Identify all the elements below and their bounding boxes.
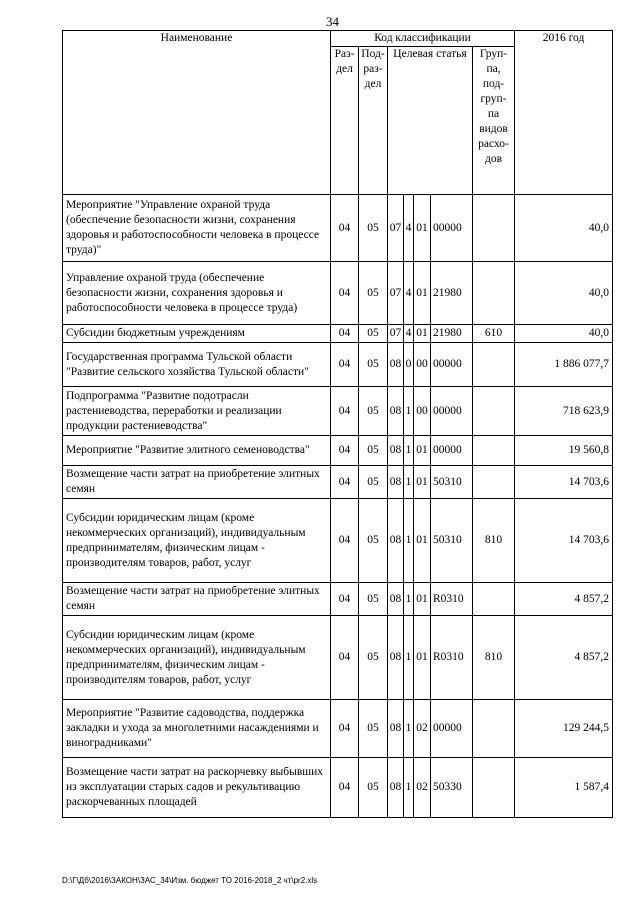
row-target-subprogram: 1 <box>404 700 414 758</box>
row-razdel: 04 <box>331 195 359 262</box>
row-target-direction: 00000 <box>431 436 473 466</box>
row-target-direction: 50310 <box>431 499 473 583</box>
row-amount: 1 587,4 <box>515 758 613 818</box>
row-target-program: 08 <box>388 583 404 616</box>
row-target-event: 01 <box>414 466 431 499</box>
row-target-direction: 00000 <box>431 387 473 436</box>
row-target-event: 01 <box>414 616 431 700</box>
table-row <box>63 195 613 262</box>
table-row <box>63 387 613 436</box>
row-razdel: 04 <box>331 700 359 758</box>
row-target-program: 07 <box>388 325 404 343</box>
row-amount: 129 244,5 <box>515 700 613 758</box>
row-podrazdel: 05 <box>359 195 388 262</box>
table-row <box>63 343 613 387</box>
table-row <box>63 436 613 466</box>
row-podrazdel: 05 <box>359 700 388 758</box>
row-name: Мероприятие "Развитие садоводства, поддержка закладки и ухода за многолетними насаждениями и виноградниками" <box>63 700 331 758</box>
row-podrazdel: 05 <box>359 387 388 436</box>
row-expense-type <box>473 343 515 387</box>
row-target-event: 02 <box>414 758 431 818</box>
row-podrazdel: 05 <box>359 262 388 325</box>
row-name: Мероприятие "Управление охраной труда (обеспечение безопасности жизни, сохранения здоровья и работоспособности человека в процессе труда)" <box>63 195 331 262</box>
header-target: Целевая статья <box>388 47 473 195</box>
row-target-direction: 00000 <box>431 195 473 262</box>
row-target-direction: 00000 <box>431 700 473 758</box>
row-name: Управление охраной труда (обеспечение безопасности жизни, сохранения здоровья и работоспособности человека в процессе труда) <box>63 262 331 325</box>
table-row <box>63 262 613 325</box>
row-expense-type: 810 <box>473 616 515 700</box>
header-razdel: Раз-дел <box>331 47 359 195</box>
row-amount: 14 703,6 <box>515 499 613 583</box>
header-name: Наименование <box>63 31 331 195</box>
row-amount: 718 623,9 <box>515 387 613 436</box>
table-row <box>63 325 613 343</box>
row-expense-type <box>473 466 515 499</box>
row-razdel: 04 <box>331 436 359 466</box>
row-target-direction: 50310 <box>431 466 473 499</box>
row-podrazdel: 05 <box>359 325 388 343</box>
row-podrazdel: 05 <box>359 436 388 466</box>
row-expense-type: 610 <box>473 325 515 343</box>
row-razdel: 04 <box>331 466 359 499</box>
header-podrazdel: Под-раз-дел <box>359 47 388 195</box>
row-razdel: 04 <box>331 387 359 436</box>
row-target-direction: 50330 <box>431 758 473 818</box>
row-name: Возмещение части затрат на приобретение элитных семян <box>63 466 331 499</box>
row-name: Субсидии юридическим лицам (кроме некоммерческих организаций), индивидуальным предпринимателям, физическим лицам - производителям товаров, работ, услуг <box>63 499 331 583</box>
row-name: Субсидии юридическим лицам (кроме некоммерческих организаций), индивидуальным предпринимателям, физическим лицам - производителям товаров, работ, услуг <box>63 616 331 700</box>
row-target-subprogram: 0 <box>404 343 414 387</box>
row-target-program: 08 <box>388 616 404 700</box>
row-podrazdel: 05 <box>359 758 388 818</box>
row-razdel: 04 <box>331 758 359 818</box>
row-name: Возмещение части затрат на раскорчевку выбывших из эксплуатации старых садов и рекультивацию раскорчеванных площадей <box>63 758 331 818</box>
row-name: Государственная программа Тульской области "Развитие сельского хозяйства Тульской области" <box>63 343 331 387</box>
row-target-event: 01 <box>414 583 431 616</box>
row-target-event: 01 <box>414 262 431 325</box>
footer-path: D:\Г\Дб\2016\ЗАКОН\ЗАС_34\Изм. бюджет ТО 2016-2018_2 чт\pr2.xls <box>62 876 318 885</box>
header-group: Груп-па, под-груп-па видов расхо-дов <box>473 47 515 195</box>
row-expense-type <box>473 195 515 262</box>
row-razdel: 04 <box>331 583 359 616</box>
row-target-program: 08 <box>388 387 404 436</box>
row-amount: 14 703,6 <box>515 466 613 499</box>
row-expense-type <box>473 700 515 758</box>
row-target-subprogram: 1 <box>404 436 414 466</box>
table-row <box>63 499 613 583</box>
table-row <box>63 700 613 758</box>
row-target-event: 00 <box>414 343 431 387</box>
row-amount: 4 857,2 <box>515 616 613 700</box>
row-target-subprogram: 4 <box>404 325 414 343</box>
row-razdel: 04 <box>331 499 359 583</box>
row-amount: 1 886 077,7 <box>515 343 613 387</box>
row-name: Возмещение части затрат на приобретение элитных семян <box>63 583 331 616</box>
row-name: Субсидии бюджетным учреждениям <box>63 325 331 343</box>
table-row <box>63 758 613 818</box>
row-target-subprogram: 1 <box>404 758 414 818</box>
row-target-subprogram: 1 <box>404 466 414 499</box>
row-target-program: 08 <box>388 758 404 818</box>
header-code: Код классификации <box>331 31 515 47</box>
budget-table <box>62 30 613 818</box>
row-target-subprogram: 1 <box>404 499 414 583</box>
row-target-program: 08 <box>388 436 404 466</box>
row-expense-type <box>473 262 515 325</box>
row-expense-type <box>473 758 515 818</box>
row-expense-type <box>473 387 515 436</box>
row-expense-type <box>473 583 515 616</box>
row-target-program: 08 <box>388 499 404 583</box>
row-podrazdel: 05 <box>359 466 388 499</box>
row-target-event: 01 <box>414 499 431 583</box>
page-number: 34 <box>326 14 339 29</box>
row-target-event: 01 <box>414 325 431 343</box>
row-podrazdel: 05 <box>359 499 388 583</box>
row-target-direction: 00000 <box>431 343 473 387</box>
row-target-subprogram: 1 <box>404 616 414 700</box>
row-razdel: 04 <box>331 325 359 343</box>
table-row <box>63 583 613 616</box>
row-razdel: 04 <box>331 343 359 387</box>
header-year: 2016 год <box>515 31 613 195</box>
row-target-program: 08 <box>388 466 404 499</box>
row-target-program: 07 <box>388 262 404 325</box>
row-amount: 4 857,2 <box>515 583 613 616</box>
table-row <box>63 466 613 499</box>
row-target-direction: R0310 <box>431 583 473 616</box>
row-target-direction: R0310 <box>431 616 473 700</box>
row-target-event: 01 <box>414 195 431 262</box>
row-podrazdel: 05 <box>359 583 388 616</box>
row-expense-type <box>473 436 515 466</box>
row-amount: 40,0 <box>515 325 613 343</box>
row-target-program: 07 <box>388 195 404 262</box>
row-target-direction: 21980 <box>431 325 473 343</box>
row-razdel: 04 <box>331 262 359 325</box>
row-target-subprogram: 1 <box>404 583 414 616</box>
row-amount: 19 560,8 <box>515 436 613 466</box>
row-target-program: 08 <box>388 343 404 387</box>
row-target-subprogram: 1 <box>404 387 414 436</box>
row-target-subprogram: 4 <box>404 195 414 262</box>
row-amount: 40,0 <box>515 195 613 262</box>
row-target-program: 08 <box>388 700 404 758</box>
row-target-event: 00 <box>414 387 431 436</box>
row-target-subprogram: 4 <box>404 262 414 325</box>
row-target-event: 01 <box>414 436 431 466</box>
row-name: Подпрограмма "Развитие подотрасли растениеводства, переработки и реализации продукции растениеводства" <box>63 387 331 436</box>
row-target-direction: 21980 <box>431 262 473 325</box>
row-podrazdel: 05 <box>359 616 388 700</box>
row-target-event: 02 <box>414 700 431 758</box>
row-razdel: 04 <box>331 616 359 700</box>
row-expense-type: 810 <box>473 499 515 583</box>
row-name: Мероприятие "Развитие элитного семеноводства" <box>63 436 331 466</box>
table-row <box>63 616 613 700</box>
row-amount: 40,0 <box>515 262 613 325</box>
row-podrazdel: 05 <box>359 343 388 387</box>
